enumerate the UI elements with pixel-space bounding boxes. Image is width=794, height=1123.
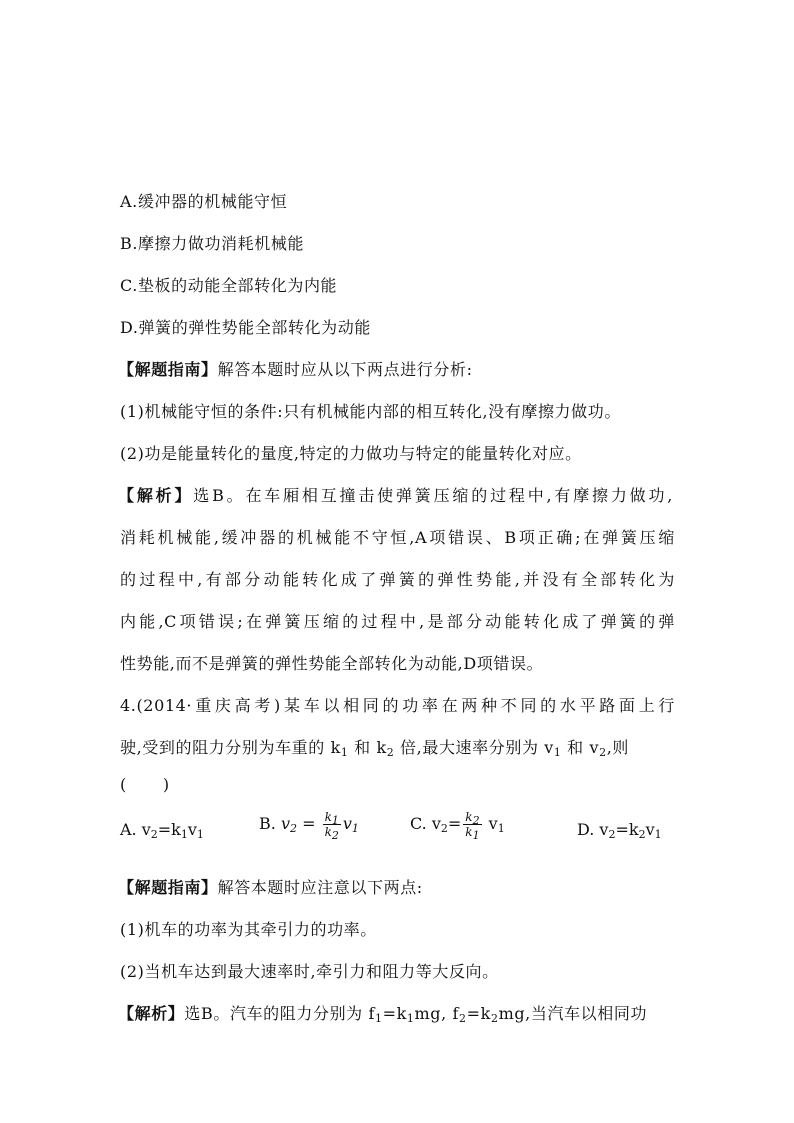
analysis-1-text: 选B。在车厢相互撞击使弹簧压缩的过程中,有摩擦力做功,: [193, 486, 673, 505]
q4-text-d: 和 v: [561, 738, 600, 757]
analysis-1-line-2: 消耗机械能,缓冲器的机械能不守恒,A项错误、B项正确;在弹簧压缩: [120, 528, 675, 547]
q4-text-e: ,则: [606, 738, 630, 757]
option-d: D.弹簧的弹性势能全部转化为动能: [120, 318, 371, 337]
guide-2-point-1: (1)机车的功率为其牵引力的功率。: [120, 920, 377, 939]
analysis-1-line-5: 性势能,而不是弹簧的弹性势能全部转化为动能,D项错误。: [120, 654, 544, 673]
option-a: A.缓冲器的机械能守恒: [120, 192, 288, 211]
q4-sub-3: 1: [553, 746, 562, 759]
choice-d: D. $v_2=k_2v_1$: [577, 820, 662, 841]
analysis-1-line-1: [118, 483, 673, 506]
guide-1-text: 解答本题时应从以下两点进行分析:: [217, 360, 473, 379]
q4-text-b: 和 k: [348, 738, 387, 757]
guide-2-point-2: (2)当机车达到最大速率时,牵引力和阻力等大反向。: [120, 962, 499, 981]
analysis-2: 【解析】选B。汽车的阻力分别为 $f_1=k_1mg$, $f_2=k_2mg$,当汽车以相同功: [118, 1004, 648, 1025]
fraction-k1-k2: $\frac{k_1}{k_2}$: [324, 810, 339, 842]
question-4-line-2: [120, 735, 629, 758]
option-c: C.垫板的动能全部转化为内能: [120, 276, 338, 295]
guide-2: [118, 875, 423, 898]
paren-close: ): [162, 775, 170, 794]
paren-open: (: [120, 775, 127, 794]
analysis-1-tag: 【解析】: [118, 486, 194, 505]
q4-text-c: 倍,最大速率分别为 v: [394, 738, 554, 757]
choice-a: A. $v_2=k_1v_1$: [120, 820, 204, 841]
guide-1-tag: 【解题指南】: [118, 360, 218, 379]
q4-text-a: 驶,受到的阻力分别为车重的 k: [120, 738, 341, 757]
choice-b: B. $v_2$ = $\frac{k_1}{k_2}$ $v_1$: [259, 810, 359, 842]
guide-1-point-2: (2)功是能量转化的量度,特定的力做功与特定的能量转化对应。: [120, 444, 582, 463]
guide-1: [118, 357, 473, 380]
q4-sub-2: 2: [386, 746, 395, 759]
analysis-2-tag: 【解析】: [118, 1004, 185, 1023]
question-4-line-1: 4.(2014·重庆高考)某车以相同的功率在两种不同的水平路面上行: [120, 696, 675, 715]
q4-sub-1: 1: [340, 746, 349, 759]
q4-sub-4: 2: [599, 746, 607, 759]
option-b: B.摩擦力做功消耗机械能: [120, 234, 305, 253]
answer-parentheses: [120, 775, 170, 794]
analysis-1-line-3: 的过程中,有部分动能转化成了弹簧的弹性势能,并没有全部转化为: [120, 570, 675, 589]
guide-1-point-1: (1)机械能守恒的条件:只有机械能内部的相互转化,没有摩擦力做功。: [120, 402, 621, 421]
guide-2-text: 解答本题时应注意以下两点:: [217, 878, 423, 897]
fraction-k2-k1: $\frac{k_2}{k_1}$: [465, 810, 480, 842]
analysis-1-line-4: 内能,C项错误;在弹簧压缩的过程中,是部分动能转化成了弹簧的弹: [120, 612, 675, 631]
choice-c: C. $v_2=$ $\frac{k_2}{k_1}$ $v_1$: [410, 810, 505, 842]
guide-2-tag: 【解题指南】: [118, 878, 218, 897]
